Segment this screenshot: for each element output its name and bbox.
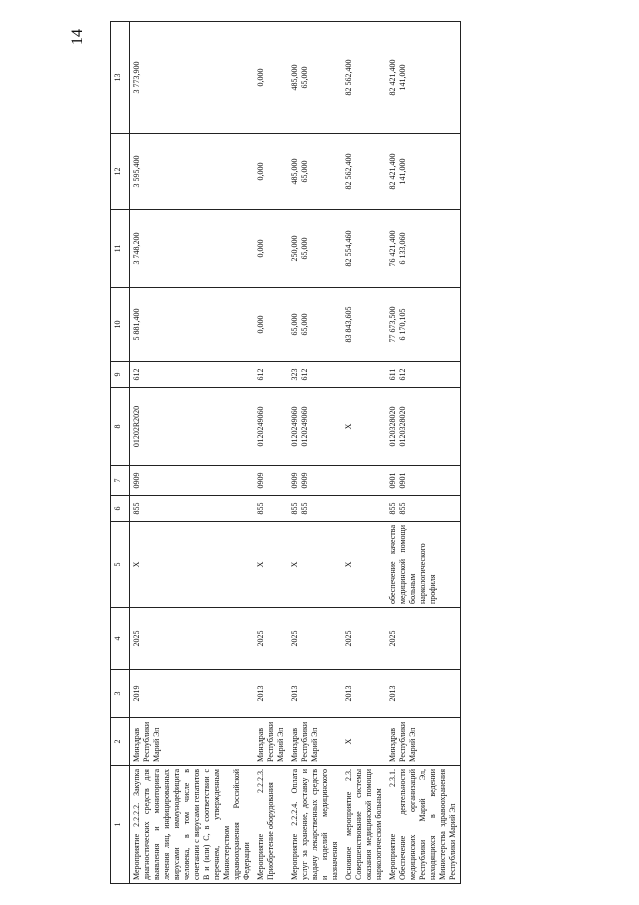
cell-value: 83 843,605	[344, 306, 353, 343]
table-row	[386, 22, 461, 884]
cell-value: 141,000	[398, 158, 407, 185]
table-wrapper	[110, 22, 639, 884]
page-number: 14	[69, 29, 86, 45]
cell-c11	[342, 210, 386, 288]
column-header-11: 11	[111, 210, 130, 288]
program-activities-table	[110, 21, 461, 884]
cell-c13	[254, 22, 288, 134]
table-body	[130, 22, 461, 884]
cell-value	[344, 469, 354, 492]
cell-c7	[254, 466, 288, 496]
cell-c9	[342, 362, 386, 388]
cell-c13	[342, 22, 386, 134]
cell-c10	[130, 288, 255, 362]
cell-c10	[288, 288, 342, 362]
cell-c2: Минздрав Республики Марий Эл	[386, 718, 461, 766]
cell-c2: Х	[342, 718, 386, 766]
cell-c1: Основное мероприятие 2.3. Совершенствование системы оказания медицинской помощи наркологическим больным	[342, 766, 386, 884]
cell-c12	[342, 134, 386, 210]
cell-c7	[130, 466, 255, 496]
cell-value: 5 881,400	[132, 308, 141, 341]
cell-value: 0909	[300, 472, 309, 489]
cell-c2: Минздрав Республики Марий Эл	[130, 718, 255, 766]
cell-c13	[386, 22, 461, 134]
cell-c4: 2025	[254, 608, 288, 670]
cell-value: 6 133,060	[398, 232, 407, 265]
cell-c9	[386, 362, 461, 388]
cell-c6	[342, 496, 386, 522]
cell-value: 855	[132, 502, 141, 515]
cell-c1: Мероприятие 2.2.2.4. Оплата услуг за хранение, доставку и выдачу лекарственных средств и изделий медицинского назначения	[288, 766, 342, 884]
cell-c6	[254, 496, 288, 522]
cell-c4: 2025	[386, 608, 461, 670]
cell-value: 0120249060	[290, 406, 299, 447]
column-header-6: 6	[111, 496, 130, 522]
column-header-5: 5	[111, 522, 130, 608]
cell-value: 6 170,105	[398, 308, 407, 341]
table-row	[342, 22, 386, 884]
cell-value: 65,000	[290, 313, 299, 336]
cell-value: 855	[398, 502, 407, 515]
cell-c5: Х	[342, 522, 386, 608]
cell-value: 65,000	[300, 160, 309, 183]
cell-value: 0120328020	[388, 406, 397, 447]
cell-c8	[254, 388, 288, 466]
cell-c3: 2013	[386, 670, 461, 718]
cell-value: 250,000	[290, 235, 299, 262]
cell-c13	[130, 22, 255, 134]
cell-c10	[254, 288, 288, 362]
cell-c2: Минздрав Республики Марий Эл	[288, 718, 342, 766]
cell-value: 855	[256, 502, 265, 515]
cell-value: 0,000	[256, 239, 265, 258]
cell-value: 0901	[388, 472, 397, 489]
cell-c3: 2013	[288, 670, 342, 718]
column-header-2: 2	[111, 718, 130, 766]
cell-value: 323	[290, 368, 299, 381]
cell-c11	[288, 210, 342, 288]
cell-value: 612	[132, 368, 141, 381]
cell-c10	[386, 288, 461, 362]
table-row	[288, 22, 342, 884]
column-number-row	[111, 22, 130, 884]
cell-value: 611	[388, 368, 397, 381]
table-row	[254, 22, 288, 884]
column-header-9: 9	[111, 362, 130, 388]
cell-c2: Минздрав Республики Марий Эл	[254, 718, 288, 766]
cell-c8	[386, 388, 461, 466]
cell-c10	[342, 288, 386, 362]
cell-c9	[130, 362, 255, 388]
cell-value: 3 773,900	[132, 61, 141, 94]
cell-value: 612	[398, 368, 407, 381]
cell-value	[344, 365, 354, 384]
cell-value: 0,000	[256, 315, 265, 334]
column-header-7: 7	[111, 466, 130, 496]
cell-value: 485,000	[290, 64, 299, 91]
cell-value: 82 421,400	[388, 153, 397, 190]
cell-value: 855	[388, 502, 397, 515]
column-header-10: 10	[111, 288, 130, 362]
cell-c1: Мероприятие 2.3.1. Обеспечение деятельности медицинских организаций Республики Марий Эл, находящихся в ведении Министерства здравоохранения Республики Марий Эл	[386, 766, 461, 884]
cell-c7	[342, 466, 386, 496]
cell-value: 0120249060	[300, 406, 309, 447]
cell-c5: Х	[130, 522, 255, 608]
cell-c1: Мероприятие 2.2.2.3. Приобретение оборудования	[254, 766, 288, 884]
cell-value: 612	[300, 368, 309, 381]
cell-c8	[342, 388, 386, 466]
cell-c5: Х	[254, 522, 288, 608]
cell-value: 76 421,400	[388, 230, 397, 267]
cell-value: 77 673,500	[388, 306, 397, 343]
cell-c6	[130, 496, 255, 522]
column-header-4: 4	[111, 608, 130, 670]
cell-c6	[288, 496, 342, 522]
cell-value: 82 562,400	[344, 153, 353, 190]
cell-value	[344, 499, 354, 518]
cell-value: 3 595,400	[132, 155, 141, 188]
cell-value: 0909	[290, 472, 299, 489]
cell-value: 485,000	[290, 158, 299, 185]
cell-value: 0120249060	[256, 406, 265, 447]
cell-c4: 2025	[342, 608, 386, 670]
table-row	[130, 22, 255, 884]
cell-c12	[386, 134, 461, 210]
cell-c9	[254, 362, 288, 388]
cell-value: 141,000	[398, 64, 407, 91]
cell-c1: Мероприятие 2.2.2.2. Закупка диагностических средств для выявления и мониторинга лечения лиц, инфицированных вирусами иммунодефицита человека, в том числе в сочетании с вирусами гепатитов В и (или) С, в соответствии с перечнем, утвержденным Министерством здравоохранения Российской Федерации	[130, 766, 255, 884]
cell-c4: 2025	[130, 608, 255, 670]
column-header-3: 3	[111, 670, 130, 718]
cell-c3: 2019	[130, 670, 255, 718]
cell-c5: обеспечение качества медицинской помощи больным наркологического профиля	[386, 522, 461, 608]
cell-value: 612	[256, 368, 265, 381]
cell-value: 0,000	[256, 68, 265, 87]
cell-value: 0909	[132, 472, 141, 489]
cell-c3: 2013	[342, 670, 386, 718]
column-header-1: 1	[111, 766, 130, 884]
cell-c4: 2025	[288, 608, 342, 670]
column-header-13: 13	[111, 22, 130, 134]
cell-c8	[130, 388, 255, 466]
cell-c12	[130, 134, 255, 210]
cell-c8	[288, 388, 342, 466]
column-header-12: 12	[111, 134, 130, 210]
cell-value: 82 421,400	[388, 59, 397, 96]
cell-value: 0901	[398, 472, 407, 489]
cell-c7	[386, 466, 461, 496]
cell-c7	[288, 466, 342, 496]
cell-value: 0,000	[256, 162, 265, 181]
cell-value: 0120328020	[398, 406, 407, 447]
cell-value: 82 554,460	[344, 230, 353, 267]
cell-c13	[288, 22, 342, 134]
cell-c12	[254, 134, 288, 210]
cell-value: 65,000	[300, 313, 309, 336]
cell-c9	[288, 362, 342, 388]
cell-value: 0909	[256, 472, 265, 489]
cell-value: 855	[300, 502, 309, 515]
column-header-8: 8	[111, 388, 130, 466]
cell-value: Х	[344, 423, 353, 430]
cell-value: 82 562,400	[344, 59, 353, 96]
rotated-table-container	[110, 22, 639, 884]
cell-c5: Х	[288, 522, 342, 608]
cell-value: 855	[290, 502, 299, 515]
cell-value: 3 748,200	[132, 232, 141, 265]
cell-c11	[386, 210, 461, 288]
cell-c12	[288, 134, 342, 210]
cell-value: 65,000	[300, 66, 309, 89]
cell-c11	[254, 210, 288, 288]
cell-value: 01202R2020	[132, 405, 141, 448]
cell-c6	[386, 496, 461, 522]
cell-c11	[130, 210, 255, 288]
cell-c3: 2013	[254, 670, 288, 718]
cell-value: 65,000	[300, 237, 309, 260]
